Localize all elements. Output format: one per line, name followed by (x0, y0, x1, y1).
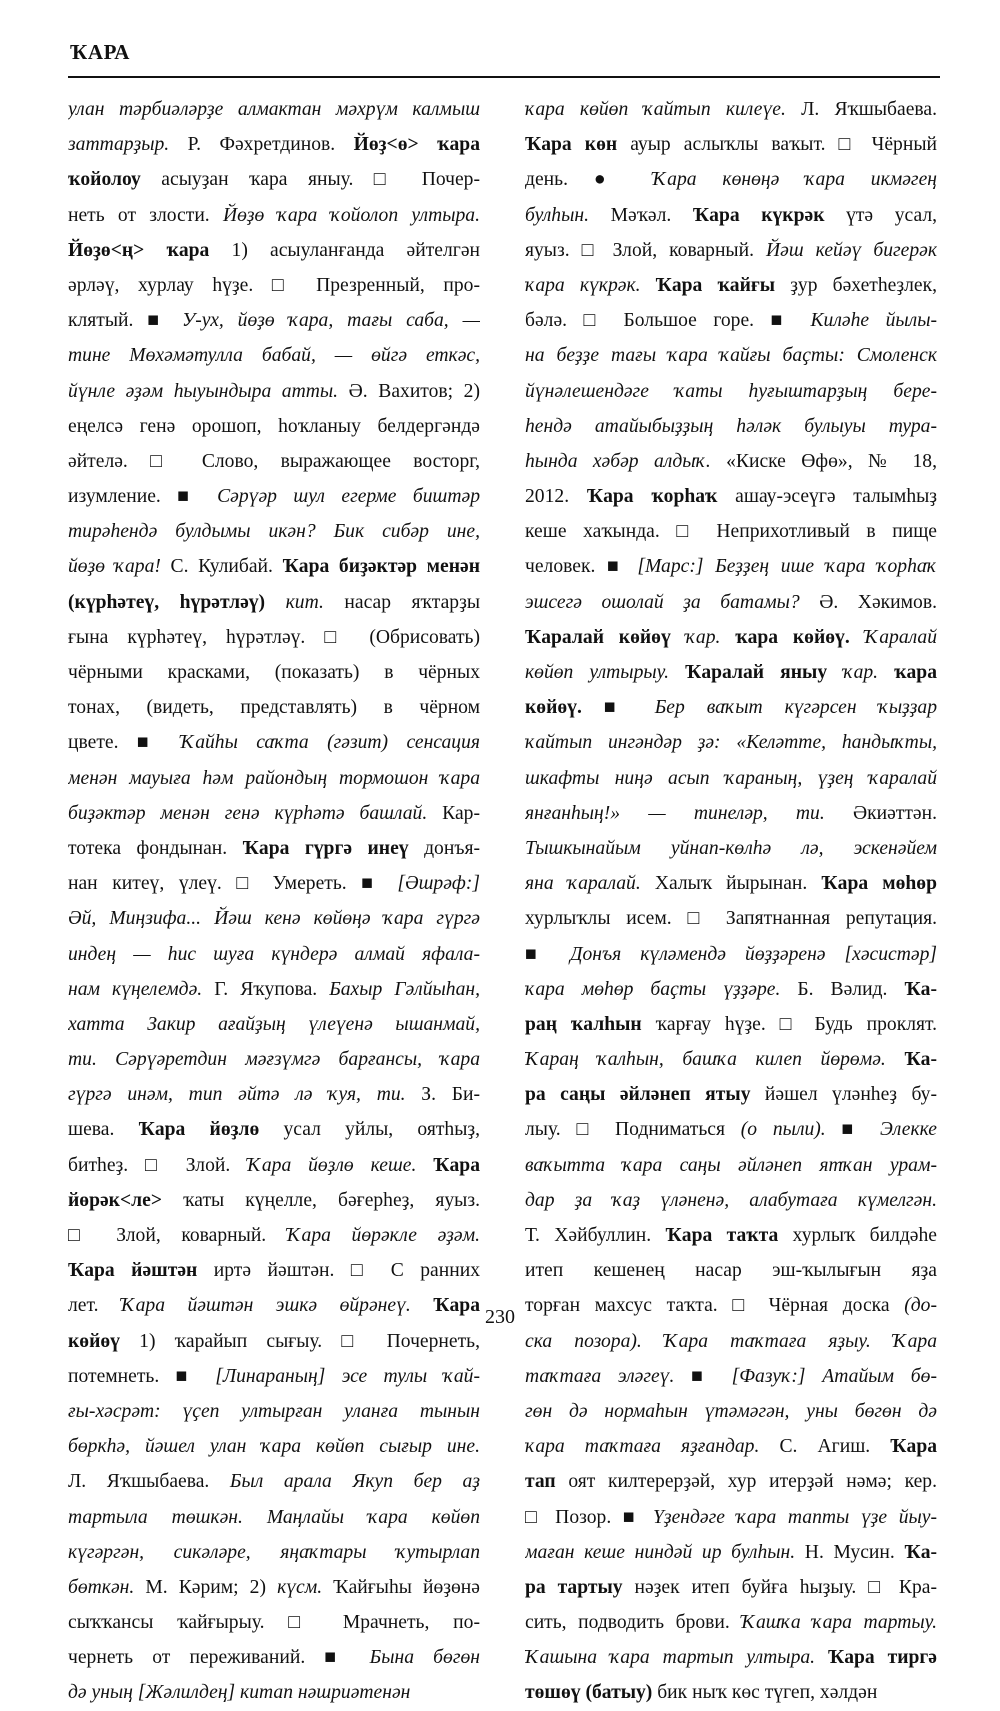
text-line: күгәргән, сикәләре, яңаҡтары ҡутырлап (68, 1541, 480, 1563)
text-line: ■ Донъя күләмендә йөҙҙәренә [хәсистәр] (525, 943, 937, 965)
text-line: хурлыҡлы исем. □ Запятнанная репутация. (525, 908, 937, 930)
text-line: Ҡара көн ауыр аслыҡлы ваҡыт. □ Чёрный (525, 134, 937, 156)
text-line: Әй, Миңзифа... Йәш кенә көйөңә ҡара гүргә (68, 908, 480, 930)
text-line: ҡара мөһөр баҫты үҙҙәре. Б. Вәлид. Ҡа- (525, 978, 937, 1000)
text-line: торған махсус таҡта. □ Чёрная доска (до- (525, 1295, 937, 1317)
text-line: дә уның [Жәлилдең] китап нәшриәтенән (68, 1682, 411, 1704)
right-column (525, 92, 937, 1711)
text-line: эшсегә ошолай ҙа батамы? Ә. Хәкимов. (525, 591, 937, 613)
text-line: ска позора). Ҡара таҡтаға яҙыу. Ҡара (525, 1330, 937, 1352)
text-line: неть от злости. Йөҙө ҡара ҡойолоп ултыра. (68, 204, 480, 226)
text-line: человек. ■ [Марс:] Беҙҙең ише ҡара ҡорһаҡ (525, 556, 937, 578)
text-line: раң ҡалһын ҡарғау һүҙе. □ Будь проклят. (525, 1013, 937, 1035)
text-line: булһын. Мәҡәл. Ҡара күкрәк үтә усал, (525, 204, 937, 226)
text-line: ҡойолоу асыуҙан ҡара яныу. □ Почер- (68, 169, 480, 191)
page-number: 230 (485, 1306, 515, 1328)
text-line: тап оят килтерерҙәй, хур итерҙәй нәмә; кер. (525, 1471, 937, 1493)
text-line: чернеть от переживаний. ■ Бына бөгөн (68, 1647, 480, 1669)
text-line: көйөп ултырыу. Ҡаралай яныу ҡар. ҡара (525, 662, 937, 683)
text-line: индең — һис шуға күндерә алмай яфала- (68, 943, 480, 965)
text-line: тотека фондынан. Ҡара гүргә инеү донъя- (68, 837, 480, 859)
text-line: ҡара күкрәк. Ҡара ҡайғы ҙур бәхетһеҙлек, (525, 274, 937, 296)
text-line: Йөҙө<ң> ҡара 1) асыуланғанда әйтелгән (68, 239, 480, 261)
text-line: итеп кешенең насар эш-ҡылығын яҙа (525, 1260, 937, 1282)
text-line: кеше хаҡында. □ Неприхотливый в пище (525, 521, 937, 543)
text-line: ҡара таҡтаға яҙғандар. С. Агиш. Ҡара (525, 1436, 937, 1458)
left-column (68, 92, 480, 1711)
text-line: яна ҡаралай. Халыҡ йырынан. Ҡара мөһөр (525, 873, 937, 895)
text-line: 2012. Ҡара ҡорһаҡ ашау-эсеүгә талымһыҙ (525, 486, 937, 508)
text-line: ти. Сәрүәретдин мәғзүмгә барғансы, ҡара (68, 1049, 480, 1071)
text-line: тартыла төшкән. Маңлайы ҡара көйөп (68, 1506, 480, 1528)
text-line: сить, подводить брови. Ҡашҡа ҡара тартыу. (525, 1612, 937, 1634)
text-line: □ Позор. ■ Үҙендәге ҡара тапты үҙе йыу- (525, 1506, 937, 1528)
text-line: тирәһендә булдымы икән? Бик сибәр ине, (68, 521, 480, 543)
text-line: нан китеү, үлеү. □ Умереть. ■ [Әшрәф:] (68, 873, 480, 895)
text-line: Ҡаралай көйөү ҡар. ҡара көйөү. Ҡаралай (525, 626, 937, 648)
text-line: йөҙө ҡара! С. Кулибай. Ҡара биҙәктәр менән (68, 556, 480, 578)
text-line: (күрһәтеү, һүрәтләү) кит. насар яҡтарҙы (68, 591, 480, 613)
text-line: нам күңелемдә. Г. Яҡупова. Бахыр Гәлйыһан, (68, 978, 480, 1000)
text-line: на беҙҙе тағы ҡара ҡайғы баҫты: Смоленск (525, 345, 937, 367)
text-line: ра тартыу нәҙек итеп буйға һыҙыу. □ Кра- (525, 1576, 937, 1598)
text-line: еңелсә генә орошоп, һоҡланыу белдергәндә (68, 415, 480, 437)
text-line: изумление. ■ Сәрүәр шул егерме биштәр (68, 486, 480, 508)
text-line: □ Злой, коварный. Ҡара йөрәкле әҙәм. (68, 1225, 480, 1246)
text-line: тине Мөхәмәтулла бабай, — өйгә еткәс, (68, 345, 480, 367)
text-line: дар ҙа ҡаҙ үләненә, алабутаға күмелгән. (525, 1189, 937, 1211)
text-line: Т. Хәйбуллин. Ҡара таҡта хурлыҡ билдәһе (525, 1225, 937, 1246)
header-rule (68, 76, 940, 78)
text-line: маған кеше ниндәй ир булһын. Н. Мусин. Ҡа- (525, 1541, 937, 1563)
text-line: көйөү. ■ Бер ваҡыт күгәрсен ҡыҙҙар (525, 697, 937, 719)
text-line: көйөү 1) ҡарайып сығыу. □ Почернеть, (68, 1330, 480, 1352)
text-line: улан тәрбиәләрҙе алмактан мәхрүм калмыш (68, 99, 480, 120)
text-line: день. ● Ҡара көнөңә ҡара икмәгең (525, 169, 937, 191)
text-line: Ҡашына ҡара тартып ултыра. Ҡара тиргә (525, 1647, 937, 1669)
text-line: йүнле әҙәм һыуындыра атты. Ә. Вахитов; 2) (68, 380, 480, 402)
text-line: сыҡҡансы ҡайғырыу. □ Мрачнеть, по- (68, 1612, 480, 1634)
text-line: заттарҙыр. Р. Фәхретдинов. Йөҙ<ө> ҡара (68, 134, 480, 156)
text-line: һында хәбәр алдыҡ. «Киске Өфө», № 18, (525, 450, 937, 472)
running-header: ҠАРА (70, 40, 130, 64)
text-line: һендә атайыбыҙҙың һәләк булыуы тура- (525, 415, 937, 437)
text-line: гөн дә нормаһын үтәмәгән, уны бөгөн дә (525, 1400, 937, 1422)
text-line: биҙәктәр менән генә күрһәтә башлай. Кар- (68, 802, 480, 824)
text-line: Тышкынайым уйнап-көлһә лә, эскенәйем (525, 837, 937, 859)
text-line: хатта Закир ағайҙың үлеүенә ышанмай, (68, 1013, 480, 1035)
text-line: әйтелә. □ Слово, выражающее восторг, (68, 450, 480, 472)
text-line: төшөү (батыу) бик ныҡ көс түгеп, хәлдән (525, 1682, 878, 1704)
text-line: цвете. ■ Ҡайһы саҡта (гәзит) сенсация (68, 732, 480, 754)
text-line: ғына күрһәтеү, һүрәтләү. □ (Обрисовать) (68, 626, 480, 648)
text-line: менән мауыға һәм райондың тормошон ҡара (68, 767, 480, 789)
text-line: таҡтаға эләгеү. ■ [Фазуҡ:] Атайым бө- (525, 1365, 937, 1387)
text-line: ҡара көйөп ҡайтып килеүе. Л. Яҡшыбаева. (525, 99, 937, 120)
text-line: Л. Яҡшыбаева. Был арала Якуп бер аҙ (68, 1471, 480, 1493)
text-line: Ҡара йәштән иртә йәштән. □ С ранних (68, 1260, 480, 1282)
text-line: потемнеть. ■ [Линараның] эсе тулы ҡай- (68, 1365, 480, 1387)
text-line: ҡайтып ингәндәр ҙә: «Келәтте, һандыҡты, (525, 732, 937, 754)
text-line: гүргә инәм, тип әйтә лә ҡуя, ти. З. Би- (68, 1084, 480, 1106)
text-line: йүнәлешендәге ҡаты һуғыштарҙың бере- (525, 380, 937, 402)
text-line: битһеҙ. □ Злой. Ҡара йөҙлө кеше. Ҡара (68, 1154, 480, 1176)
text-line: бәлә. □ Большое горе. ■ Киләһе йылы- (525, 310, 937, 332)
text-line: ваҡытта ҡара саңы әйләнеп ятҡан урам- (525, 1154, 937, 1176)
text-line: шева. Ҡара йөҙлө усал уйлы, оятһыҙ, (68, 1119, 480, 1141)
text-line: яуыз. □ Злой, коварный. Йәш кейәү бигерәк (525, 239, 937, 261)
text-line: лет. Ҡара йәштән эшкә өйрәнеү. Ҡара (68, 1295, 480, 1317)
text-line: әрләү, хурлау һүҙе. □ Презренный, про- (68, 274, 480, 296)
text-line: лыу. □ Подниматься (о пыли). ■ Элекке (525, 1119, 937, 1141)
text-line: тонах, (видеть, представлять) в чёрном (68, 697, 480, 719)
text-line: шкафты ниңә асып ҡараның, үҙең ҡаралай (525, 767, 937, 789)
text-line: клятый. ■ У-ух, йөҙө ҡара, тағы саба, — (68, 310, 480, 332)
text-line: бөткән. М. Кәрим; 2) күсм. Ҡайғыһы йөҙөнә (68, 1576, 480, 1598)
text-line: ра саңы әйләнеп ятыу йәшел үләнһеҙ бу- (525, 1084, 937, 1106)
text-line: чёрными красками, (показать) в чёрных (68, 662, 480, 683)
text-line: Ҡараң ҡалһын, башҡа килеп йөрөмә. Ҡа- (525, 1049, 937, 1071)
text-line: янғанһың!» — тинеләр, ти. Әкиәттән. (525, 802, 937, 824)
text-line: бөркһә, йәшел улан ҡара көйөп сығыр ине. (68, 1436, 480, 1458)
text-line: ғы-хәсрәт: үҫеп ултырған уланға тынын (68, 1400, 480, 1422)
text-line: йөрәк<ле> ҡаты күңелле, бәғерһеҙ, яуыз. (68, 1189, 480, 1211)
